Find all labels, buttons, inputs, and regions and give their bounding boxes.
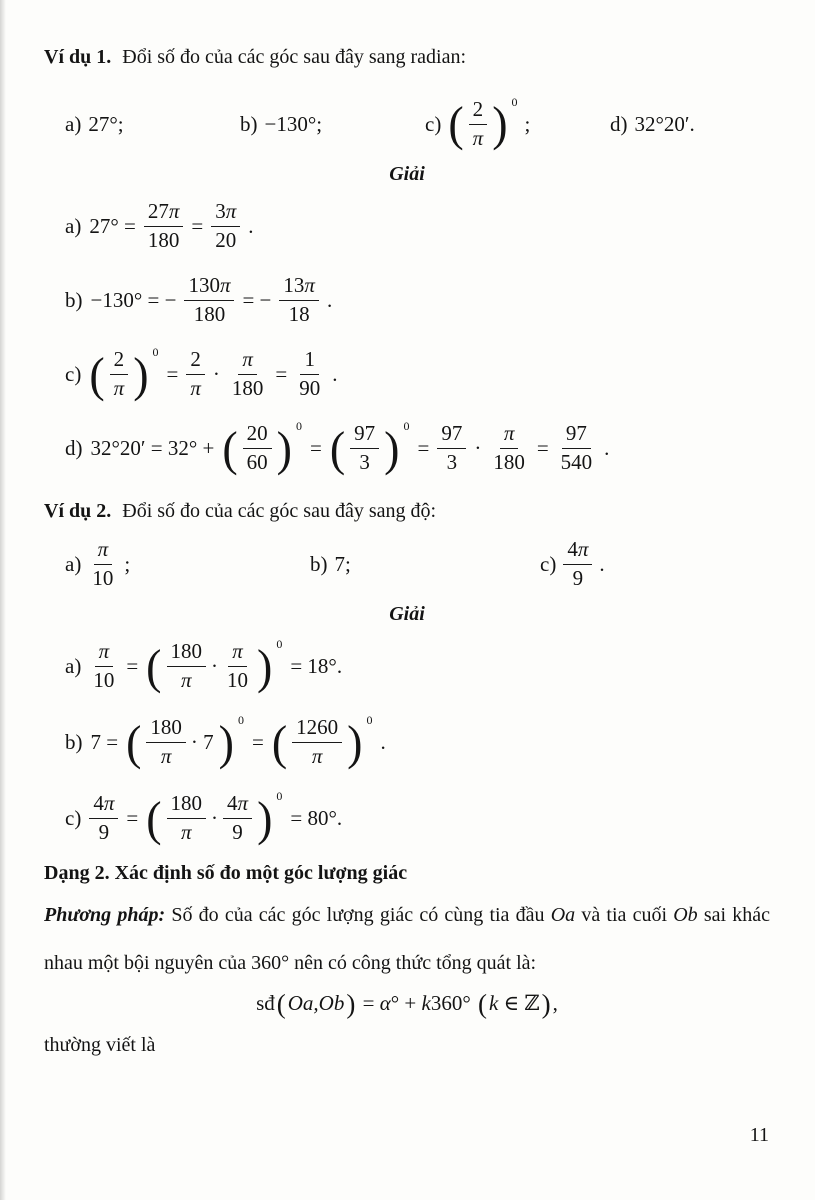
degree-exponent: 0	[152, 345, 159, 360]
rhs: = 80°.	[290, 805, 343, 830]
period: .	[248, 213, 254, 238]
equals-sign: =	[166, 361, 179, 386]
comma: ,	[552, 991, 558, 1016]
example1-label: Ví dụ 1.	[44, 46, 112, 68]
close-paren: )	[384, 421, 400, 475]
open-paren: (	[276, 989, 286, 1020]
equation-row-1c	[65, 345, 770, 401]
lhs: −130° = −	[90, 287, 177, 312]
numerator: 180	[167, 792, 207, 819]
solution-heading: Giải	[389, 163, 425, 185]
open-paren: (	[222, 421, 238, 475]
formula-args: Oa,Ob	[287, 991, 345, 1016]
denominator: π	[160, 743, 172, 768]
multiply-term: · 7	[190, 729, 214, 754]
denominator: 10	[92, 565, 114, 590]
numerator: π	[500, 422, 519, 449]
numerator: π	[95, 640, 114, 667]
numerator: 2	[469, 98, 488, 125]
degree-exponent: 0	[403, 419, 410, 434]
degree-exponent: 0	[511, 94, 518, 109]
paren-group	[146, 637, 283, 693]
example2-item-b	[310, 552, 540, 577]
fraction	[563, 538, 592, 590]
example1-item-c	[425, 94, 610, 151]
numerator: 2	[186, 348, 205, 375]
item-label: c)	[425, 111, 442, 136]
numerator: 27π	[144, 200, 184, 227]
multiply-dot: ·	[212, 361, 220, 386]
denominator: π	[113, 375, 125, 400]
equals-sign: =	[126, 805, 139, 830]
equation-row-1b	[65, 274, 770, 326]
item-tail: ;	[124, 551, 131, 576]
numerator: 13π	[279, 274, 319, 301]
numerator: 130π	[184, 274, 234, 301]
ray-oa: Oa	[550, 904, 576, 927]
fraction	[489, 422, 529, 474]
open-paren: (	[448, 97, 464, 151]
degree-exponent: 0	[276, 789, 283, 804]
fraction	[89, 640, 118, 692]
item-label: c)	[65, 361, 82, 386]
degree-exponent: 0	[295, 419, 302, 434]
denominator: 60	[246, 449, 268, 474]
degree-exponent: 0	[276, 637, 283, 652]
equals-sign: =	[536, 435, 549, 460]
degree-exponent: 0	[238, 713, 244, 728]
open-paren: (	[329, 421, 346, 475]
numerator: 180	[167, 640, 207, 667]
open-paren: (	[477, 989, 487, 1020]
fraction	[167, 640, 207, 692]
numerator: 1260	[292, 716, 342, 743]
paren-group	[126, 713, 244, 769]
item-label: c)	[540, 551, 557, 576]
page-number: 11	[749, 1124, 769, 1146]
close-paren: )	[218, 715, 234, 769]
item-value: −130°;	[264, 111, 323, 136]
equation-row-1a	[65, 200, 770, 252]
period: .	[604, 435, 610, 460]
item-label: b)	[310, 551, 328, 576]
degree-exponent: 0	[366, 713, 373, 728]
example1-title-text: Đổi số đo của các góc sau đây sang radian:	[122, 46, 467, 68]
paren-group	[222, 419, 302, 475]
example1-item-d	[610, 112, 770, 137]
general-formula	[44, 989, 770, 1020]
example2-item-c	[540, 538, 770, 590]
close-paren: )	[257, 639, 273, 693]
close-paren: )	[276, 421, 292, 475]
denominator: 180	[193, 301, 226, 326]
item-value: 32°20′.	[634, 111, 695, 136]
fraction	[292, 716, 342, 768]
period: .	[332, 361, 338, 386]
example2-title	[44, 500, 770, 523]
close-paren: )	[133, 347, 149, 401]
equals-sign: =	[309, 435, 322, 460]
fraction	[88, 538, 117, 590]
open-paren: (	[89, 347, 105, 401]
fraction	[437, 422, 466, 474]
numerator: 4π	[563, 538, 592, 565]
paren-group	[89, 345, 159, 401]
multiply-dot: ·	[211, 653, 218, 678]
formula-rhs: = α° + k360°	[362, 991, 471, 1016]
fraction	[243, 422, 272, 474]
paren-group	[271, 713, 373, 769]
fraction	[167, 792, 207, 844]
item-label: b)	[240, 111, 258, 136]
fraction	[184, 274, 234, 326]
method-text: Số đo của các góc lượng giác có cùng tia đầu	[171, 904, 545, 927]
close-paren: )	[492, 97, 508, 151]
open-paren: (	[146, 791, 162, 845]
denominator: 90	[299, 375, 321, 400]
period: .	[326, 287, 333, 312]
numerator: π	[94, 538, 113, 565]
rhs: = 18°.	[290, 653, 343, 678]
numerator: 4π	[223, 792, 252, 819]
fraction	[469, 98, 488, 150]
item-value: 7;	[334, 551, 351, 576]
equals-sign: =	[191, 213, 204, 238]
numerator: 3π	[211, 200, 240, 227]
fraction	[557, 422, 597, 474]
item-label: a)	[65, 213, 82, 238]
item-label: c)	[65, 805, 82, 830]
period: .	[380, 729, 386, 754]
denominator: 9	[98, 819, 110, 844]
denominator: 10	[227, 667, 248, 692]
method-text: và tia cuối	[581, 904, 668, 927]
item-label: d)	[610, 111, 628, 136]
item-label: b)	[65, 287, 83, 312]
equation-row-2a	[65, 637, 770, 693]
denominator: 9	[232, 819, 243, 844]
example2-items	[65, 535, 770, 593]
method-paragraph	[44, 891, 770, 987]
example1-item-b	[240, 112, 425, 137]
numerator: 97	[350, 422, 379, 449]
fraction	[110, 348, 129, 400]
denominator: 180	[147, 227, 180, 252]
item-tail: ;	[524, 111, 531, 136]
numerator: 4π	[89, 792, 118, 819]
fraction	[223, 792, 252, 844]
numerator: 97	[437, 422, 466, 449]
equation-row-1d	[65, 419, 770, 475]
open-paren: (	[146, 639, 162, 693]
close-paren: )	[257, 791, 273, 845]
numerator: 1	[300, 348, 319, 375]
sd-function: sđ	[256, 991, 275, 1016]
lhs: 27° =	[89, 213, 136, 238]
fraction	[211, 200, 240, 252]
denominator: 3	[359, 449, 370, 474]
multiply-dot: ·	[211, 805, 219, 830]
fraction	[228, 348, 268, 400]
denominator: 180	[493, 449, 525, 474]
denominator: 10	[93, 667, 115, 692]
equals-sign: =	[126, 653, 139, 678]
denominator: π	[472, 125, 484, 150]
paren-group	[329, 419, 410, 475]
fraction	[295, 348, 324, 400]
close-paren: )	[541, 989, 551, 1020]
denominator: 18	[288, 301, 310, 326]
close-paren: )	[346, 989, 356, 1020]
denominator: 540	[560, 449, 593, 474]
denominator: 180	[231, 375, 264, 400]
item-label: a)	[65, 111, 82, 136]
fraction	[89, 792, 118, 844]
denominator: π	[180, 667, 192, 692]
equation-row-2c	[65, 789, 770, 845]
item-value: 27°;	[88, 111, 124, 136]
example2-label: Ví dụ 2.	[44, 500, 112, 523]
continuation-text: thường viết là	[44, 1034, 156, 1057]
example2-item-a	[65, 538, 310, 590]
equals-sign: =	[252, 729, 264, 754]
equals-sign: =	[417, 435, 430, 460]
denominator: π	[181, 819, 192, 844]
equals-sign: = −	[242, 287, 272, 312]
item-label: b)	[65, 729, 83, 754]
numerator: 180	[146, 716, 186, 743]
numerator: π	[228, 640, 247, 667]
numerator: 20	[243, 422, 272, 449]
k-condition: k ∈ ℤ	[488, 991, 540, 1016]
example1-item-a	[65, 112, 240, 137]
denominator: 20	[215, 227, 237, 252]
item-label: a)	[65, 551, 82, 576]
fraction	[144, 200, 184, 252]
fraction	[186, 348, 205, 400]
lhs: 7 =	[90, 729, 119, 754]
denominator: 9	[572, 565, 584, 590]
method-label: Phương pháp:	[44, 904, 166, 927]
example1-items	[65, 93, 770, 155]
numerator: π	[238, 348, 257, 375]
numerator: 2	[110, 348, 129, 375]
example1-title	[44, 46, 770, 69]
ray-ob: Ob	[673, 904, 698, 927]
numerator: 97	[562, 422, 591, 449]
close-paren: )	[347, 715, 363, 769]
solution-heading: Giải	[389, 603, 425, 626]
lhs: 32°20′ = 32° +	[90, 435, 215, 460]
open-paren: (	[271, 715, 288, 769]
fraction	[223, 640, 252, 692]
equals-sign: =	[275, 361, 288, 386]
multiply-dot: ·	[474, 435, 482, 460]
denominator: π	[190, 375, 201, 400]
fraction	[279, 274, 319, 326]
paren-group	[448, 94, 518, 151]
item-label: d)	[65, 435, 83, 460]
equation-row-2b	[65, 713, 770, 769]
open-paren: (	[126, 715, 142, 769]
item-tail: .	[599, 551, 605, 576]
example2-title-text: Đổi số đo của các góc sau đây sang độ:	[122, 500, 437, 523]
denominator: 3	[446, 449, 458, 474]
fraction	[350, 422, 379, 474]
section-heading: Dạng 2. Xác định số đo một góc lượng giác	[44, 862, 408, 885]
item-label: a)	[65, 653, 82, 678]
method-text: sai khác nhau một bội nguyên của 360° nên có công thức tổng quát là:	[44, 904, 771, 975]
fraction	[146, 716, 186, 768]
denominator: π	[311, 743, 323, 768]
paren-group	[146, 789, 283, 845]
